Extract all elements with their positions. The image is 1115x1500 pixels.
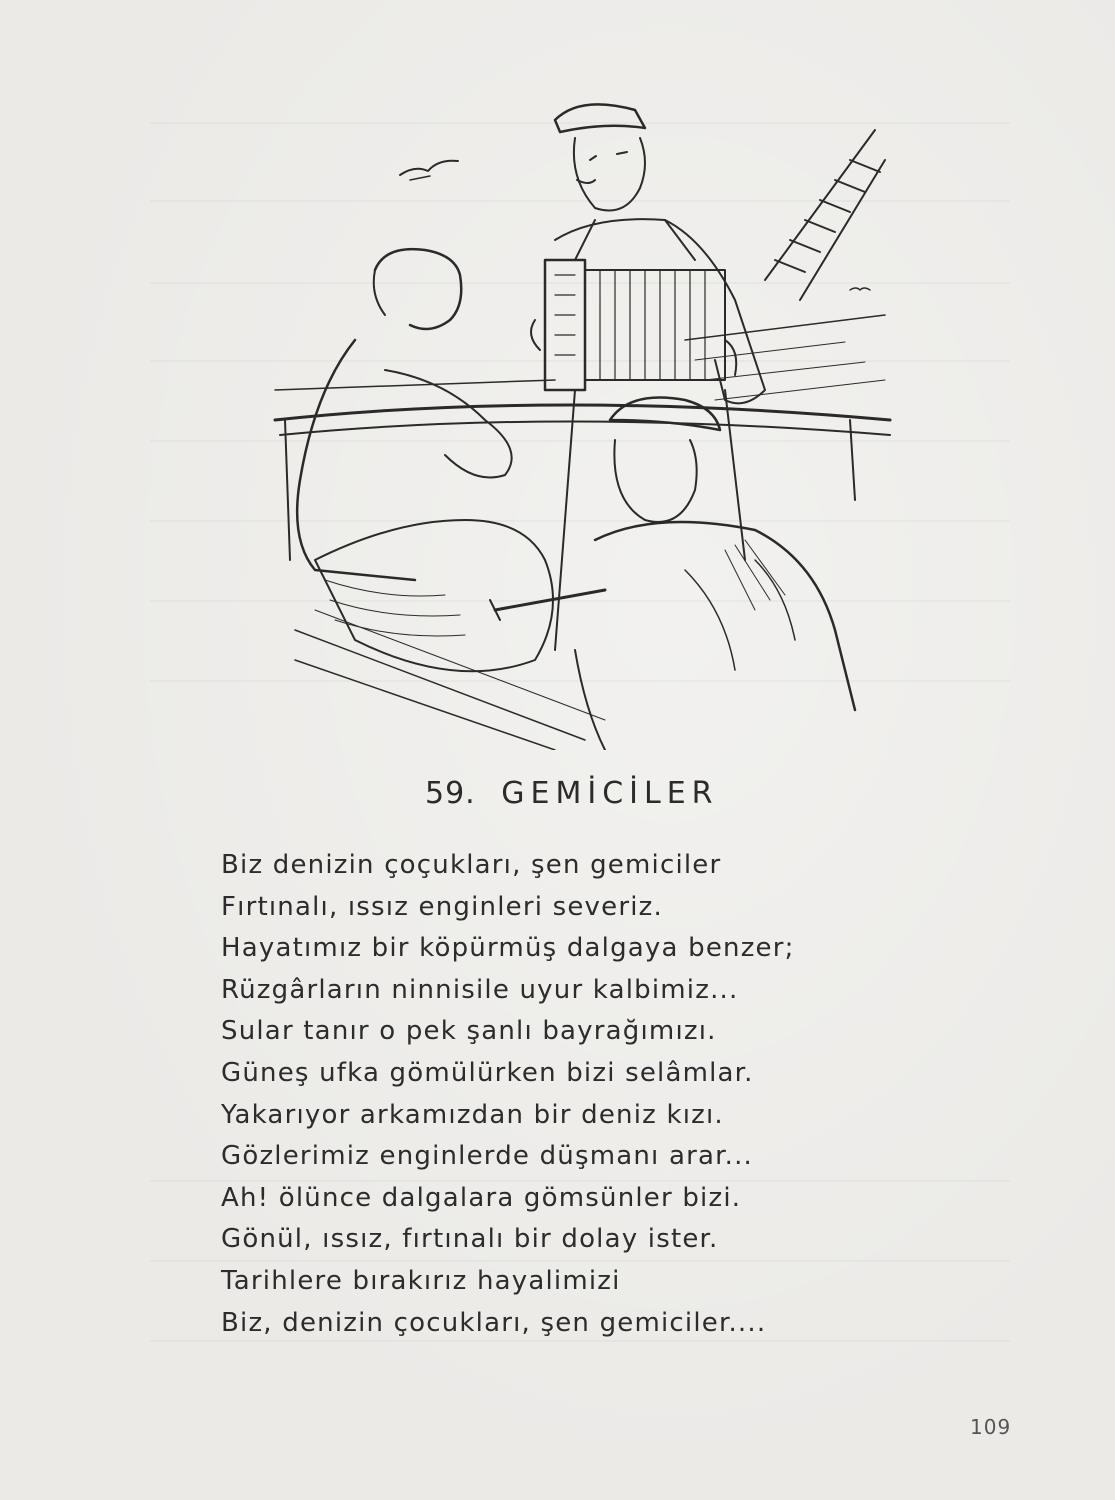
poem-line: Biz, denizin çocukları, şen gemiciler.... [221, 1307, 767, 1338]
poem-line: Hayatımız bir köpürmüş dalgaya benzer; [221, 933, 795, 964]
page-number: 109 [970, 1415, 1012, 1439]
poem-line: Rüzgârların ninnisile uyur kalbimiz... [221, 974, 739, 1005]
poem-line: Güneş ufka gömülürken bizi selâmlar. [221, 1057, 754, 1088]
poem-line: Fırtınalı, ıssız enginleri severiz. [221, 891, 663, 922]
sailors-illustration [255, 90, 895, 750]
poem-line: Yakarıyor arkamızdan bir deniz kızı. [221, 1099, 724, 1130]
poem-line: Biz denizin çoçukları, şen gemiciler [221, 850, 722, 880]
seagull-icon [400, 161, 458, 175]
poem-line: Tarihlere bırakırız hayalimizi [221, 1265, 621, 1296]
poem-number: 59. [425, 776, 476, 811]
poem-body [221, 845, 921, 1344]
poem-line: Gözlerimiz enginlerde düşmanı arar... [221, 1141, 754, 1172]
poem-title [425, 776, 719, 811]
poem-title-text: GEMİCİLER [501, 776, 719, 811]
poem-line: Gönül, ıssız, fırtınalı bir dolay ister. [221, 1224, 719, 1255]
poem-line: Ah! ölünce dalgalara gömsünler bizi. [221, 1182, 742, 1213]
poem-line: Sular tanır o pek şanlı bayrağımızı. [221, 1016, 717, 1047]
